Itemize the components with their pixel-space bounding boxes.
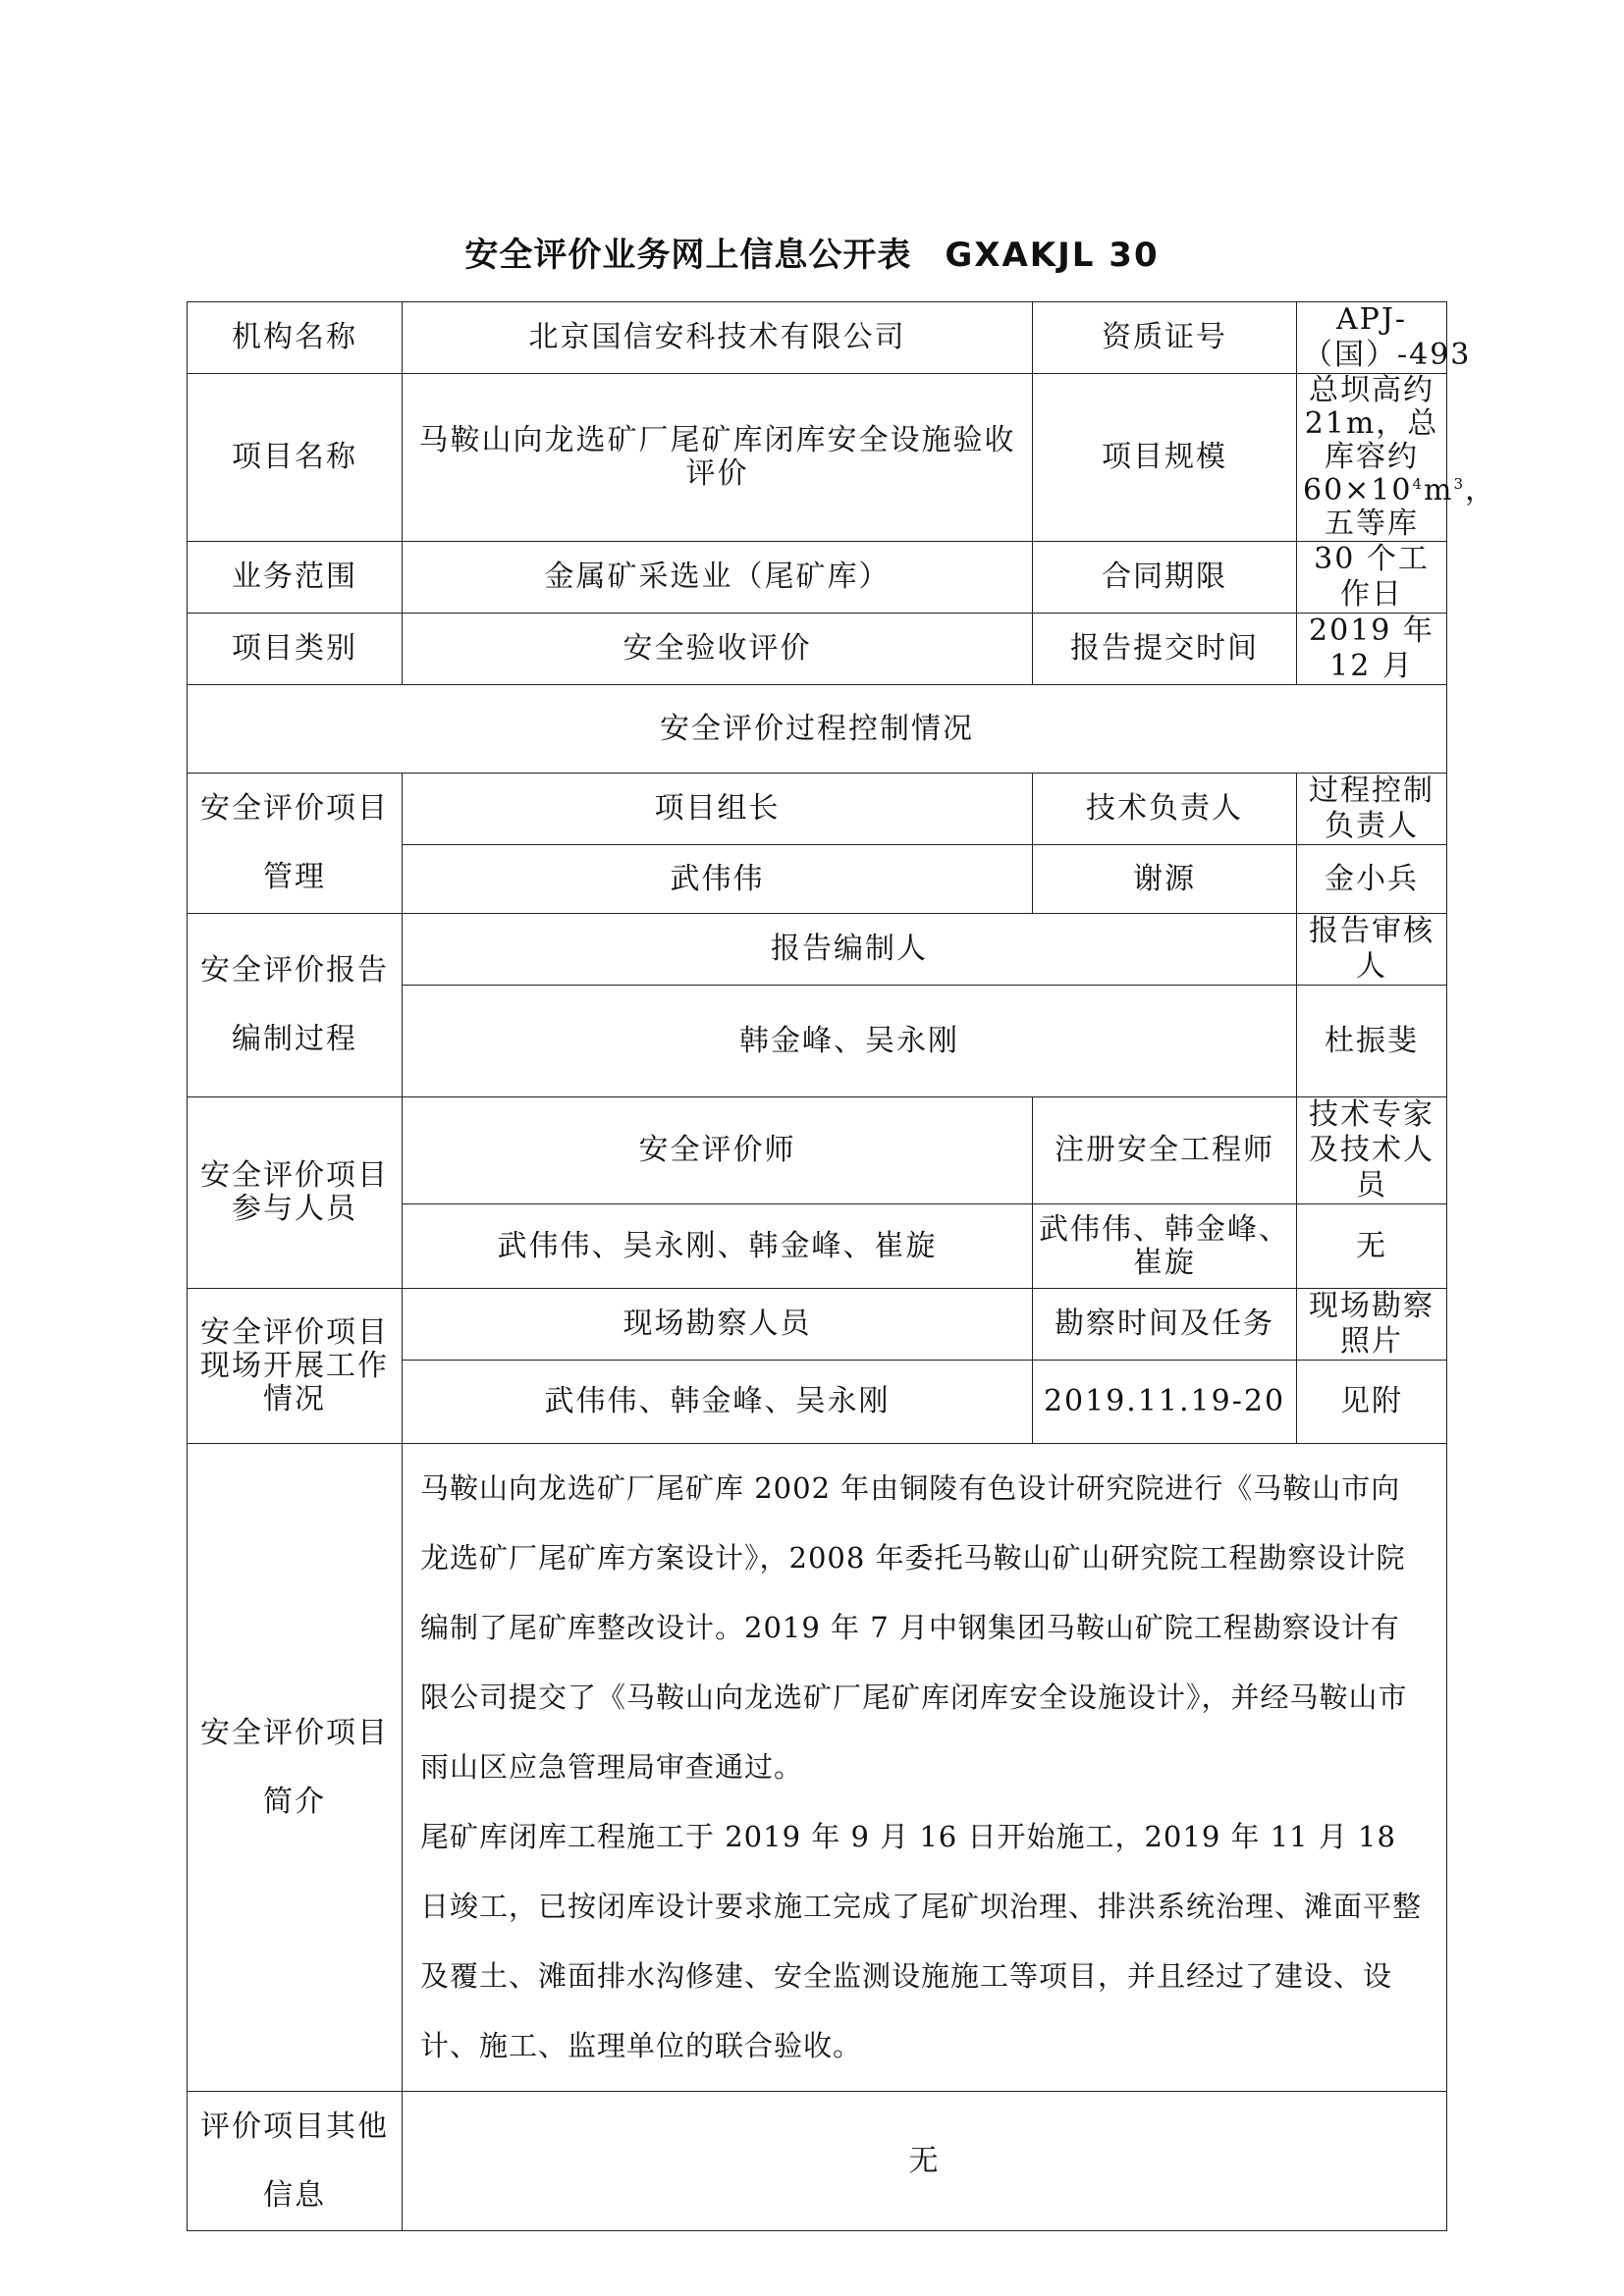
type-label: 项目类别 — [188, 614, 403, 685]
project-label: 项目名称 — [188, 374, 403, 542]
report-label: 安全评价报告编制过程 — [188, 914, 403, 1097]
reviewer-label: 报告审核人 — [1297, 914, 1447, 986]
form-code: GXAKJL 30 — [945, 236, 1160, 275]
scale-sup-1: 4 — [1412, 475, 1425, 493]
cert-value: APJ-（国）-493 — [1297, 302, 1447, 374]
intro-paragraph-2: 尾矿库闭库工程施工于 2019 年 9 月 16 日开始施工，2019 年 11 月 18 日竣工，已按闭库设计要求施工完成了尾矿坝治理、排洪系统治理、滩面平整及覆土、滩面排水沟修建、安全监测设施施工等项目，并且经过了建设、设计、施工、监理单位的联合验收。 — [420, 1820, 1423, 2062]
disclosure-table — [187, 301, 1497, 2231]
mgmt-label: 安全评价项目管理 — [188, 774, 403, 914]
scale-value — [1297, 373, 1497, 542]
submit-label: 报告提交时间 — [1033, 614, 1297, 685]
row-mgmt-head — [188, 774, 1447, 845]
row-section — [188, 685, 1447, 774]
row-intro — [188, 1444, 1447, 2092]
site-photo-label: 现场勘察照片 — [1297, 1289, 1447, 1361]
expert-value: 无 — [1297, 1204, 1447, 1289]
row-site-head — [188, 1289, 1447, 1361]
site-time-value: 2019.11.19-20 — [1033, 1361, 1297, 1444]
site-photo-value: 见附 — [1297, 1361, 1447, 1444]
intro-paragraph-1: 马鞍山向龙选矿厂尾矿库 2002 年由铜陵有色设计研究院进行《马鞍山市向龙选矿厂尾矿库方案设计》，2008 年委托马鞍山矿山研究院工程勘察设计院编制了尾矿库整改设计。2019 年 7 月中钢集团马鞍山矿院工程勘察设计有限公司提交了《马鞍山向龙选矿厂尾矿库闭库安全设施设计》，并经马鞍山市雨山区应急管理局审查通过。 — [420, 1471, 1408, 1784]
evaluator-value: 武伟伟、吴永刚、韩金峰、崔旋 — [403, 1204, 1033, 1289]
scale-text-3: ，五等库 — [1325, 473, 1497, 541]
evaluator-label: 安全评价师 — [403, 1097, 1033, 1204]
project-value: 马鞍山向龙选矿厂尾矿库闭库安全设施验收评价 — [403, 374, 1033, 542]
tech-value: 谢源 — [1033, 845, 1297, 914]
scale-sup-2: 3 — [1453, 475, 1466, 493]
type-value: 安全验收评价 — [403, 614, 1033, 685]
scope-label: 业务范围 — [188, 542, 403, 614]
site-label: 安全评价项目现场开展工作情况 — [188, 1289, 403, 1444]
engineer-value: 武伟伟、韩金峰、崔旋 — [1033, 1204, 1297, 1289]
expert-label: 技术专家及技术人员 — [1297, 1097, 1447, 1204]
row-scope — [188, 542, 1447, 614]
scale-text-2: m — [1424, 473, 1454, 507]
intro-text — [403, 1444, 1447, 2092]
site-staff-label: 现场勘察人员 — [403, 1289, 1033, 1361]
control-label: 过程控制负责人 — [1297, 774, 1447, 845]
row-type — [188, 614, 1447, 685]
row-project — [188, 374, 1447, 542]
page-title — [0, 228, 1624, 276]
site-staff-value: 武伟伟、韩金峰、吴永刚 — [403, 1361, 1033, 1444]
author-label: 报告编制人 — [403, 914, 1297, 986]
scale-text-1: 总坝高约 21m，总库容约 60×10 — [1303, 373, 1439, 507]
reviewer-value: 杜振斐 — [1297, 986, 1447, 1097]
site-time-label: 勘察时间及任务 — [1033, 1289, 1297, 1361]
author-value: 韩金峰、吴永刚 — [403, 986, 1297, 1097]
other-value: 无 — [403, 2092, 1447, 2231]
term-label: 合同期限 — [1033, 542, 1297, 614]
scope-value: 金属矿采选业（尾矿库） — [403, 542, 1033, 614]
leader-label: 项目组长 — [403, 774, 1033, 845]
section-title: 安全评价过程控制情况 — [188, 685, 1447, 774]
row-org — [188, 302, 1447, 374]
title-text: 安全评价业务网上信息公开表 — [464, 236, 912, 275]
scale-label: 项目规模 — [1033, 374, 1297, 542]
row-report-head — [188, 914, 1447, 986]
intro-label: 安全评价项目简介 — [188, 1444, 403, 2092]
term-value: 30 个工作日 — [1297, 542, 1447, 614]
submit-value: 2019 年 12 月 — [1297, 614, 1447, 685]
org-value: 北京国信安科技术有限公司 — [403, 302, 1033, 374]
other-label: 评价项目其他信息 — [188, 2092, 403, 2231]
staff-label: 安全评价项目参与人员 — [188, 1097, 403, 1289]
leader-value: 武伟伟 — [403, 845, 1033, 914]
row-staff-head — [188, 1097, 1447, 1204]
org-label: 机构名称 — [188, 302, 403, 374]
engineer-label: 注册安全工程师 — [1033, 1097, 1297, 1204]
row-other — [188, 2092, 1447, 2231]
tech-label: 技术负责人 — [1033, 774, 1297, 845]
cert-label: 资质证号 — [1033, 302, 1297, 374]
control-value: 金小兵 — [1297, 845, 1447, 914]
